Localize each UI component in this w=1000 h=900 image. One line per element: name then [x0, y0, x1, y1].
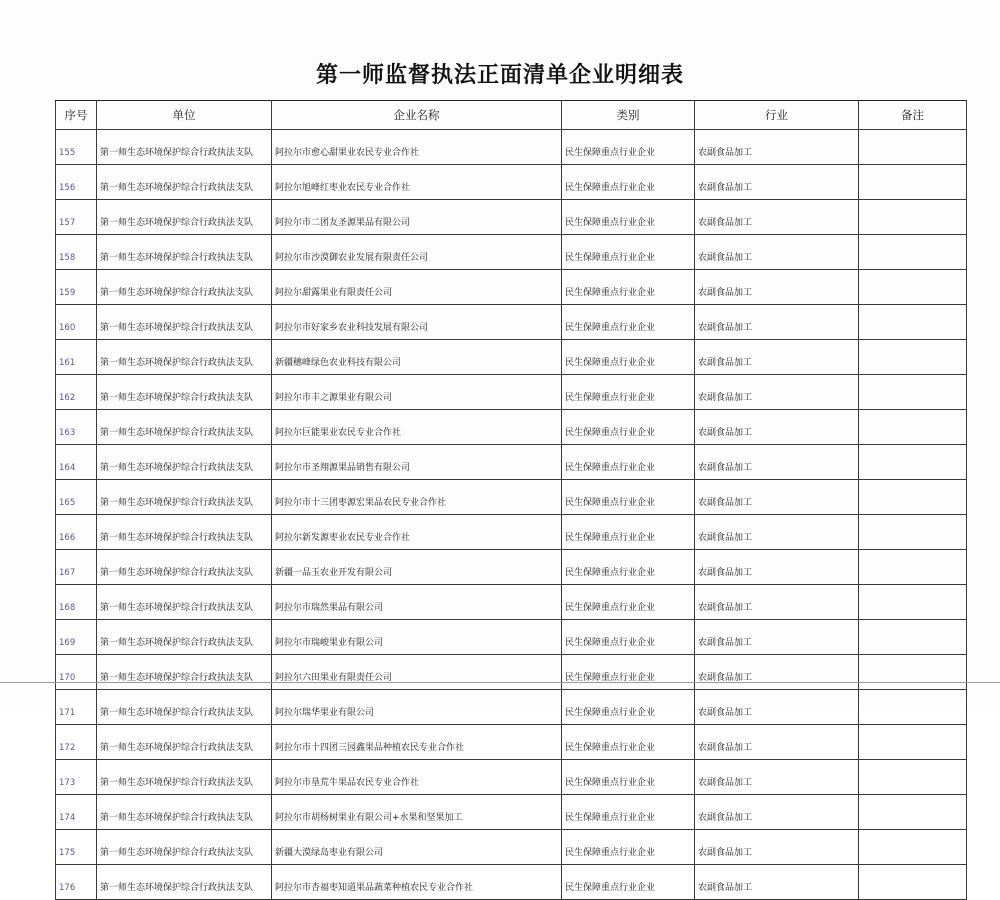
- table-body: [56, 130, 967, 900]
- unit-cell: 第一师生态环境保护综合行政执法支队: [97, 410, 272, 445]
- remarks-cell: [859, 165, 967, 200]
- industry-cell: 农副食品加工: [695, 725, 859, 760]
- table-row: [56, 375, 967, 410]
- remarks-cell: [859, 760, 967, 795]
- header-industry: 行业: [695, 101, 859, 130]
- table-row: [56, 165, 967, 200]
- seq-cell: 163: [56, 410, 97, 445]
- table-row: [56, 620, 967, 655]
- enterprise-name-cell: 阿拉尔市瑞然果品有限公司: [272, 585, 562, 620]
- category-cell: 民生保障重点行业企业: [562, 165, 695, 200]
- enterprise-name-cell: 阿拉尔市胡杨树果业有限公司+水果和坚果加工: [272, 795, 562, 830]
- remarks-cell: [859, 865, 967, 900]
- industry-cell: 农副食品加工: [695, 480, 859, 515]
- enterprise-name-cell: 阿拉尔市十四团三园鑫果品种植农民专业合作社: [272, 725, 562, 760]
- table-row: [56, 550, 967, 585]
- seq-cell: 165: [56, 480, 97, 515]
- remarks-cell: [859, 690, 967, 725]
- seq-cell: 170: [56, 655, 97, 690]
- seq-cell: 162: [56, 375, 97, 410]
- seq-cell: 172: [56, 725, 97, 760]
- industry-cell: 农副食品加工: [695, 235, 859, 270]
- table-row: [56, 515, 967, 550]
- industry-cell: 农副食品加工: [695, 200, 859, 235]
- enterprise-name-cell: 阿拉尔市瑞峻果业有限公司: [272, 620, 562, 655]
- header-enterprise: 企业名称: [272, 101, 562, 130]
- category-cell: 民生保障重点行业企业: [562, 270, 695, 305]
- category-cell: 民生保障重点行业企业: [562, 480, 695, 515]
- remarks-cell: [859, 305, 967, 340]
- unit-cell: 第一师生态环境保护综合行政执法支队: [97, 725, 272, 760]
- enterprise-name-cell: 阿拉尔巨能果业农民专业合作社: [272, 410, 562, 445]
- category-cell: 民生保障重点行业企业: [562, 655, 695, 690]
- remarks-cell: [859, 550, 967, 585]
- unit-cell: 第一师生态环境保护综合行政执法支队: [97, 865, 272, 900]
- enterprise-name-cell: 阿拉尔市二团友圣源果品有限公司: [272, 200, 562, 235]
- seq-cell: 175: [56, 830, 97, 865]
- enterprise-name-cell: 阿拉尔市好家乡农业科技发展有限公司: [272, 305, 562, 340]
- page-title: 第一师监督执法正面清单企业明细表: [315, 62, 684, 88]
- industry-cell: 农副食品加工: [695, 655, 859, 690]
- unit-cell: 第一师生态环境保护综合行政执法支队: [97, 585, 272, 620]
- enterprise-name-cell: 新疆穗峰绿色农业科技有限公司: [272, 340, 562, 375]
- table-row: [56, 130, 967, 165]
- enterprise-name-cell: 阿拉尔六田果业有限责任公司: [272, 655, 562, 690]
- remarks-cell: [859, 340, 967, 375]
- seq-cell: 155: [56, 130, 97, 165]
- enterprise-name-cell: 阿拉尔甜露果业有限责任公司: [272, 270, 562, 305]
- category-cell: 民生保障重点行业企业: [562, 515, 695, 550]
- seq-cell: 171: [56, 690, 97, 725]
- remarks-cell: [859, 410, 967, 445]
- seq-cell: 166: [56, 515, 97, 550]
- unit-cell: 第一师生态环境保护综合行政执法支队: [97, 795, 272, 830]
- enterprise-name-cell: 阿拉尔瑞华果业有限公司: [272, 690, 562, 725]
- seq-cell: 176: [56, 865, 97, 900]
- category-cell: 民生保障重点行业企业: [562, 585, 695, 620]
- unit-cell: 第一师生态环境保护综合行政执法支队: [97, 620, 272, 655]
- table-row: [56, 445, 967, 480]
- unit-cell: 第一师生态环境保护综合行政执法支队: [97, 690, 272, 725]
- industry-cell: 农副食品加工: [695, 340, 859, 375]
- industry-cell: 农副食品加工: [695, 445, 859, 480]
- header-seq: 序号: [56, 101, 97, 130]
- category-cell: 民生保障重点行业企业: [562, 235, 695, 270]
- industry-cell: 农副食品加工: [695, 305, 859, 340]
- table-row: [56, 830, 967, 865]
- industry-cell: 农副食品加工: [695, 375, 859, 410]
- category-cell: 民生保障重点行业企业: [562, 550, 695, 585]
- seq-cell: 159: [56, 270, 97, 305]
- unit-cell: 第一师生态环境保护综合行政执法支队: [97, 515, 272, 550]
- industry-cell: 农副食品加工: [695, 270, 859, 305]
- unit-cell: 第一师生态环境保护综合行政执法支队: [97, 445, 272, 480]
- remarks-cell: [859, 480, 967, 515]
- enterprise-name-cell: 阿拉尔市沙漠御农业发展有限责任公司: [272, 235, 562, 270]
- table-row: [56, 270, 967, 305]
- category-cell: 民生保障重点行业企业: [562, 760, 695, 795]
- remarks-cell: [859, 130, 967, 165]
- table-row: [56, 725, 967, 760]
- remarks-cell: [859, 515, 967, 550]
- seq-cell: 157: [56, 200, 97, 235]
- enterprise-name-cell: 阿拉尔市丰之源果业有限公司: [272, 375, 562, 410]
- seq-cell: 164: [56, 445, 97, 480]
- seq-cell: 169: [56, 620, 97, 655]
- table-row: [56, 235, 967, 270]
- remarks-cell: [859, 795, 967, 830]
- category-cell: 民生保障重点行业企业: [562, 445, 695, 480]
- seq-cell: 161: [56, 340, 97, 375]
- unit-cell: 第一师生态环境保护综合行政执法支队: [97, 480, 272, 515]
- remarks-cell: [859, 830, 967, 865]
- unit-cell: 第一师生态环境保护综合行政执法支队: [97, 165, 272, 200]
- seq-cell: 167: [56, 550, 97, 585]
- header-row: [56, 101, 967, 130]
- industry-cell: 农副食品加工: [695, 620, 859, 655]
- remarks-cell: [859, 585, 967, 620]
- remarks-cell: [859, 725, 967, 760]
- category-cell: 民生保障重点行业企业: [562, 375, 695, 410]
- enterprise-name-cell: 阿拉尔市圣翔源果品销售有限公司: [272, 445, 562, 480]
- remarks-cell: [859, 620, 967, 655]
- table-row: [56, 795, 967, 830]
- enterprise-name-cell: 新疆一品玉农业开发有限公司: [272, 550, 562, 585]
- remarks-cell: [859, 200, 967, 235]
- header-unit: 单位: [97, 101, 272, 130]
- remarks-cell: [859, 235, 967, 270]
- table-row: [56, 760, 967, 795]
- industry-cell: 农副食品加工: [695, 130, 859, 165]
- remarks-cell: [859, 375, 967, 410]
- enterprise-name-cell: 阿拉尔旭峰红枣业农民专业合作社: [272, 165, 562, 200]
- seq-cell: 173: [56, 760, 97, 795]
- industry-cell: 农副食品加工: [695, 690, 859, 725]
- industry-cell: 农副食品加工: [695, 865, 859, 900]
- industry-cell: 农副食品加工: [695, 760, 859, 795]
- industry-cell: 农副食品加工: [695, 515, 859, 550]
- unit-cell: 第一师生态环境保护综合行政执法支队: [97, 655, 272, 690]
- remarks-cell: [859, 445, 967, 480]
- seq-cell: 156: [56, 165, 97, 200]
- enterprise-name-cell: 阿拉尔新发源枣业农民专业合作社: [272, 515, 562, 550]
- category-cell: 民生保障重点行业企业: [562, 200, 695, 235]
- category-cell: 民生保障重点行业企业: [562, 725, 695, 760]
- unit-cell: 第一师生态环境保护综合行政执法支队: [97, 375, 272, 410]
- table-row: [56, 410, 967, 445]
- table-row: [56, 305, 967, 340]
- unit-cell: 第一师生态环境保护综合行政执法支队: [97, 200, 272, 235]
- industry-cell: 农副食品加工: [695, 830, 859, 865]
- page-bottom-rule: [0, 682, 1000, 683]
- unit-cell: 第一师生态环境保护综合行政执法支队: [97, 830, 272, 865]
- enterprise-name-cell: 阿拉尔市十三团枣源宏果品农民专业合作社: [272, 480, 562, 515]
- unit-cell: 第一师生态环境保护综合行政执法支队: [97, 760, 272, 795]
- table-row: [56, 340, 967, 375]
- table-row: [56, 655, 967, 690]
- table-row: [56, 865, 967, 900]
- seq-cell: 158: [56, 235, 97, 270]
- industry-cell: 农副食品加工: [695, 585, 859, 620]
- table-row: [56, 690, 967, 725]
- category-cell: 民生保障重点行业企业: [562, 830, 695, 865]
- industry-cell: 农副食品加工: [695, 165, 859, 200]
- remarks-cell: [859, 655, 967, 690]
- enterprise-table: [55, 100, 967, 900]
- seq-cell: 168: [56, 585, 97, 620]
- category-cell: 民生保障重点行业企业: [562, 865, 695, 900]
- category-cell: 民生保障重点行业企业: [562, 340, 695, 375]
- category-cell: 民生保障重点行业企业: [562, 410, 695, 445]
- table-row: [56, 200, 967, 235]
- header-remarks: 备注: [859, 101, 967, 130]
- table-row: [56, 585, 967, 620]
- category-cell: 民生保障重点行业企业: [562, 795, 695, 830]
- enterprise-name-cell: 阿拉尔市垦荒牛果品农民专业合作社: [272, 760, 562, 795]
- seq-cell: 174: [56, 795, 97, 830]
- industry-cell: 农副食品加工: [695, 550, 859, 585]
- seq-cell: 160: [56, 305, 97, 340]
- category-cell: 民生保障重点行业企业: [562, 620, 695, 655]
- unit-cell: 第一师生态环境保护综合行政执法支队: [97, 340, 272, 375]
- table-row: [56, 480, 967, 515]
- unit-cell: 第一师生态环境保护综合行政执法支队: [97, 235, 272, 270]
- table-header: [56, 101, 967, 130]
- enterprise-name-cell: 阿拉尔市杏福枣知道果品蔬菜种植农民专业合作社: [272, 865, 562, 900]
- category-cell: 民生保障重点行业企业: [562, 130, 695, 165]
- enterprise-name-cell: 阿拉尔市愈心甜果业农民专业合作社: [272, 130, 562, 165]
- unit-cell: 第一师生态环境保护综合行政执法支队: [97, 305, 272, 340]
- enterprise-name-cell: 新疆大漠绿岛枣业有限公司: [272, 830, 562, 865]
- unit-cell: 第一师生态环境保护综合行政执法支队: [97, 550, 272, 585]
- remarks-cell: [859, 270, 967, 305]
- industry-cell: 农副食品加工: [695, 410, 859, 445]
- category-cell: 民生保障重点行业企业: [562, 690, 695, 725]
- unit-cell: 第一师生态环境保护综合行政执法支队: [97, 130, 272, 165]
- industry-cell: 农副食品加工: [695, 795, 859, 830]
- category-cell: 民生保障重点行业企业: [562, 305, 695, 340]
- unit-cell: 第一师生态环境保护综合行政执法支队: [97, 270, 272, 305]
- header-category: 类别: [562, 101, 695, 130]
